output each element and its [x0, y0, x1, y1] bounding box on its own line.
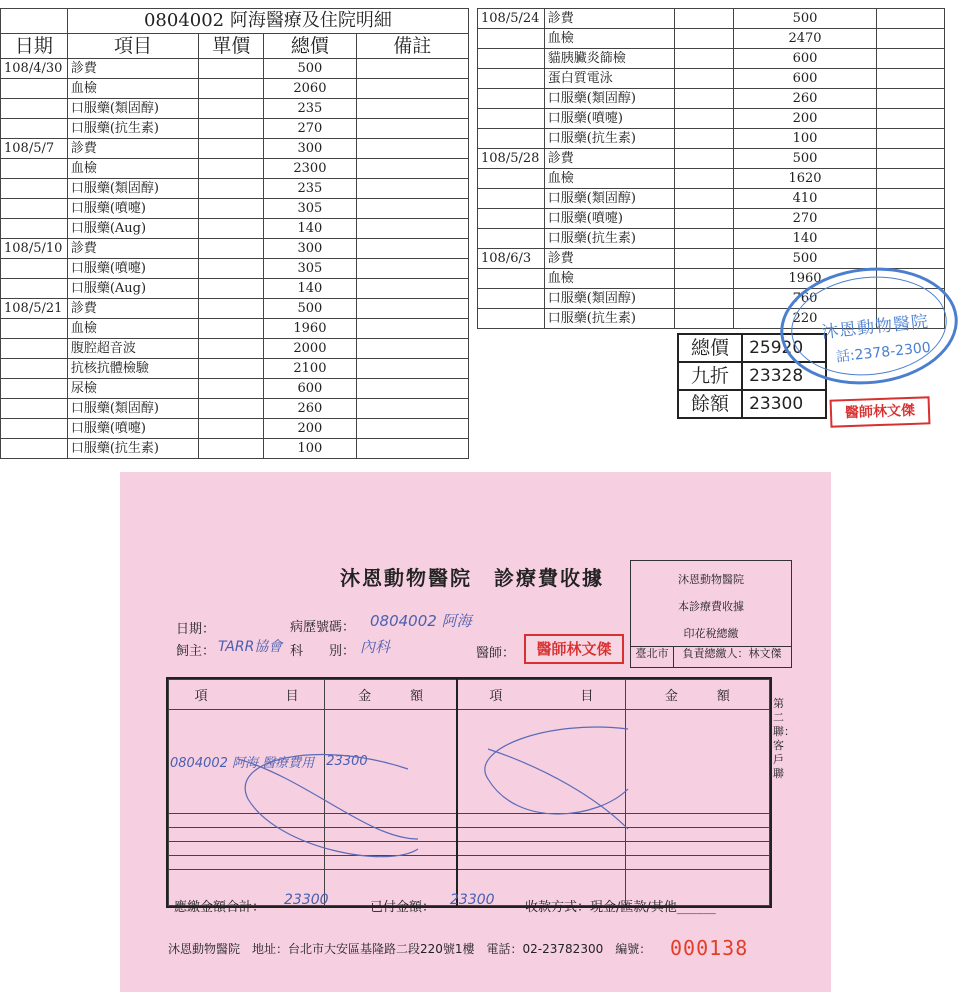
item-cell: 貓胰臟炎篩檢 [544, 49, 674, 69]
total-price-cell: 2300 [264, 159, 356, 179]
total-price-cell: 760 [734, 289, 876, 309]
item-cell: 口服藥(Aug) [67, 219, 198, 239]
date-cell [1, 399, 68, 419]
receipt-form [120, 472, 831, 992]
unit-price-cell [199, 379, 264, 399]
item-cell: 口服藥(噴嚏) [67, 259, 198, 279]
item-cell: 血檢 [67, 79, 198, 99]
due-label: 應繳金額合計： [174, 900, 266, 915]
total-price-cell: 500 [264, 59, 356, 79]
totals-label: 九折 [678, 362, 742, 390]
date-cell: 108/4/30 [1, 59, 68, 79]
totals-label: 餘額 [678, 390, 742, 418]
line-item: 0804002 阿海 醫療費用 [169, 710, 325, 814]
crossout-marks [168, 679, 770, 906]
record-label: 病歷號碼： [290, 620, 356, 635]
unit-price-cell [674, 289, 734, 309]
unit-price-cell [199, 239, 264, 259]
unit-price-cell [199, 79, 264, 99]
date-cell [478, 89, 545, 109]
date-cell [1, 219, 68, 239]
note-cell [356, 199, 468, 219]
table-row [1, 359, 469, 379]
item-cell: 口服藥(抗生素) [544, 229, 674, 249]
total-price-cell: 600 [264, 379, 356, 399]
date-cell: 108/5/21 [1, 299, 68, 319]
table-row [478, 89, 945, 109]
unit-price-cell [199, 259, 264, 279]
paid-value: 23300 [450, 892, 495, 908]
table-row [1, 159, 469, 179]
total-price-cell: 1960 [734, 269, 876, 289]
owner-label: 飼主： [176, 644, 216, 659]
unit-price-cell [199, 219, 264, 239]
table-row [478, 209, 945, 229]
note-cell [876, 49, 944, 69]
total-price-cell: 2100 [264, 359, 356, 379]
note-cell [876, 229, 944, 249]
item-cell: 診費 [544, 149, 674, 169]
receipt-title: 沐恩動物醫院 診療費收據 [340, 566, 604, 590]
unit-price-cell [674, 9, 734, 29]
item-cell: 口服藥(抗生素) [67, 119, 198, 139]
item-cell: 口服藥(類固醇) [67, 179, 198, 199]
note-cell [356, 119, 468, 139]
date-cell [1, 439, 68, 459]
date-cell [478, 109, 545, 129]
table-row [1, 139, 469, 159]
unit-price-cell [199, 199, 264, 219]
table-row [478, 169, 945, 189]
table-row [1, 379, 469, 399]
totals-value: 25920 [742, 334, 826, 362]
item-cell: 抗核抗體檢驗 [67, 359, 198, 379]
total-price-cell: 2000 [264, 339, 356, 359]
note-cell [876, 209, 944, 229]
total-price-cell: 1620 [734, 169, 876, 189]
table-row [478, 109, 945, 129]
note-cell [356, 299, 468, 319]
unit-price-cell [199, 159, 264, 179]
date-cell: 108/5/24 [478, 9, 545, 29]
note-cell [356, 339, 468, 359]
total-price-cell: 1960 [264, 319, 356, 339]
table-row [1, 419, 469, 439]
item-cell: 血檢 [544, 169, 674, 189]
total-price-cell: 2060 [264, 79, 356, 99]
table-row [1, 239, 469, 259]
unit-price-cell [199, 399, 264, 419]
seal-tel: 話:2378-2300 [835, 339, 932, 366]
unit-price-cell [674, 29, 734, 49]
item-cell: 口服藥(噴嚏) [544, 209, 674, 229]
unit-price-cell [199, 59, 264, 79]
totals-value: 23300 [742, 390, 826, 418]
item-cell: 診費 [67, 299, 198, 319]
total-price-cell: 140 [264, 219, 356, 239]
note-cell [356, 139, 468, 159]
note-cell [876, 169, 944, 189]
date-cell [1, 419, 68, 439]
unit-price-cell [674, 309, 734, 329]
unit-price-cell [199, 99, 264, 119]
total-price-cell: 220 [734, 309, 876, 329]
total-price-cell: 100 [734, 129, 876, 149]
note-cell [356, 99, 468, 119]
date-cell [1, 359, 68, 379]
date-cell [478, 289, 545, 309]
table-row [478, 49, 945, 69]
note-cell [356, 319, 468, 339]
totals-row [678, 390, 826, 418]
column-header: 項目 [67, 34, 198, 59]
unit-price-cell [199, 339, 264, 359]
table-row [1, 179, 469, 199]
total-price-cell: 235 [264, 179, 356, 199]
total-price-cell: 300 [264, 239, 356, 259]
note-cell [356, 379, 468, 399]
date-cell: 108/5/7 [1, 139, 68, 159]
line-amount: 23300 [325, 710, 457, 814]
date-cell [1, 379, 68, 399]
dept-label: 科 別： [290, 644, 356, 659]
date-cell [1, 319, 68, 339]
item-cell: 診費 [67, 239, 198, 259]
unit-price-cell [199, 299, 264, 319]
unit-price-cell [674, 69, 734, 89]
col-amount-header: 金 額 [325, 680, 457, 710]
note-cell [356, 219, 468, 239]
unit-price-cell [199, 419, 264, 439]
unit-price-cell [674, 89, 734, 109]
item-cell: 口服藥(噴嚏) [67, 199, 198, 219]
note-cell [876, 9, 944, 29]
unit-price-cell [674, 169, 734, 189]
date-cell: 108/6/3 [478, 249, 545, 269]
item-cell: 口服藥(類固醇) [544, 289, 674, 309]
receipt-footer: 沐恩動物醫院 地址：台北市大安區基隆路二段220號1樓 電話：02-23782300 編號： [168, 942, 652, 956]
item-cell: 口服藥(噴嚏) [544, 109, 674, 129]
note-cell [876, 109, 944, 129]
payment-method: 收款方式：現金/匯款/其他______ [525, 900, 716, 915]
table-row [1, 299, 469, 319]
note-cell [876, 69, 944, 89]
total-price-cell: 500 [734, 149, 876, 169]
table-row [478, 149, 945, 169]
unit-price-cell [199, 179, 264, 199]
total-price-cell: 2470 [734, 29, 876, 49]
date-cell [1, 339, 68, 359]
note-cell [876, 129, 944, 149]
item-cell: 口服藥(類固醇) [544, 89, 674, 109]
note-cell [356, 179, 468, 199]
total-price-cell: 140 [734, 229, 876, 249]
stamp-tax-box: 沐恩動物醫院 本診療費收據 印花稅總繳 臺北市 負責總繳人：林文傑 [630, 560, 792, 668]
item-cell: 口服藥(類固醇) [67, 399, 198, 419]
item-cell: 口服藥(類固醇) [67, 99, 198, 119]
unit-price-cell [199, 139, 264, 159]
note-cell [356, 79, 468, 99]
table-row [1, 79, 469, 99]
note-cell [356, 419, 468, 439]
doctor-label: 醫師： [476, 646, 516, 661]
note-cell [356, 399, 468, 419]
table-row [478, 69, 945, 89]
unit-price-cell [199, 359, 264, 379]
table-row [1, 219, 469, 239]
record-value: 0804002 阿海 [370, 612, 472, 630]
column-header: 備註 [356, 34, 468, 59]
total-price-cell: 270 [734, 209, 876, 229]
unit-price-cell [674, 229, 734, 249]
total-price-cell: 200 [734, 109, 876, 129]
table-row [1, 59, 469, 79]
date-cell [478, 269, 545, 289]
date-cell [478, 169, 545, 189]
total-price-cell: 300 [264, 139, 356, 159]
unit-price-cell [674, 49, 734, 69]
item-cell: 口服藥(噴嚏) [67, 419, 198, 439]
table-row [478, 29, 945, 49]
total-price-cell: 260 [734, 89, 876, 109]
date-cell [1, 99, 68, 119]
detail-table-left [0, 8, 469, 459]
total-price-cell: 600 [734, 49, 876, 69]
total-price-cell: 500 [734, 249, 876, 269]
date-cell [478, 189, 545, 209]
note-cell [356, 259, 468, 279]
item-cell: 口服藥(抗生素) [544, 309, 674, 329]
item-cell: 尿檢 [67, 379, 198, 399]
unit-price-cell [674, 129, 734, 149]
date-cell: 108/5/28 [478, 149, 545, 169]
table-row [1, 439, 469, 459]
total-price-cell: 305 [264, 259, 356, 279]
item-cell: 血檢 [67, 319, 198, 339]
table-row [1, 99, 469, 119]
date-cell [478, 209, 545, 229]
totals-value: 23328 [742, 362, 826, 390]
item-cell: 蛋白質電泳 [544, 69, 674, 89]
note-cell [356, 359, 468, 379]
total-price-cell: 260 [264, 399, 356, 419]
item-cell: 診費 [544, 249, 674, 269]
total-price-cell: 140 [264, 279, 356, 299]
date-cell [1, 159, 68, 179]
item-cell: 診費 [544, 9, 674, 29]
date-cell [1, 179, 68, 199]
table-row [1, 319, 469, 339]
unit-price-cell [199, 439, 264, 459]
table-row [1, 199, 469, 219]
unit-price-cell [674, 189, 734, 209]
table-row [1, 339, 469, 359]
date-cell [478, 49, 545, 69]
total-price-cell: 600 [734, 69, 876, 89]
note-cell [876, 89, 944, 109]
col-item-header: 項 目 [169, 680, 325, 710]
note-cell [876, 149, 944, 169]
item-cell: 診費 [67, 139, 198, 159]
item-cell: 血檢 [544, 269, 674, 289]
table-row [478, 229, 945, 249]
column-header: 單價 [199, 34, 264, 59]
unit-price-cell [674, 109, 734, 129]
date-label: 日期： [176, 622, 216, 637]
paid-label: 已付金額： [370, 900, 436, 915]
item-cell: 血檢 [544, 29, 674, 49]
date-cell [1, 259, 68, 279]
date-cell [1, 279, 68, 299]
note-cell [356, 439, 468, 459]
item-cell: 血檢 [67, 159, 198, 179]
unit-price-cell [674, 209, 734, 229]
table-row [478, 129, 945, 149]
total-price-cell: 410 [734, 189, 876, 209]
total-price-cell: 200 [264, 419, 356, 439]
date-cell [1, 79, 68, 99]
table-row [478, 189, 945, 209]
unit-price-cell [199, 319, 264, 339]
unit-price-cell [199, 279, 264, 299]
total-price-cell: 270 [264, 119, 356, 139]
date-cell [478, 69, 545, 89]
column-header: 日期 [1, 34, 68, 59]
totals-label: 總價 [678, 334, 742, 362]
item-cell: 診費 [67, 59, 198, 79]
item-cell: 口服藥(抗生素) [67, 439, 198, 459]
note-cell [876, 29, 944, 49]
date-cell [478, 129, 545, 149]
table-row [478, 9, 945, 29]
unit-price-cell [674, 269, 734, 289]
table-row [1, 279, 469, 299]
note-cell [356, 159, 468, 179]
note-cell [356, 279, 468, 299]
table-row [478, 249, 945, 269]
table-row [1, 399, 469, 419]
note-cell [356, 239, 468, 259]
detail-title: 0804002 阿海醫療及住院明細 [67, 9, 468, 34]
total-price-cell: 100 [264, 439, 356, 459]
unit-price-cell [674, 249, 734, 269]
dept-value: 內科 [360, 638, 391, 656]
unit-price-cell [199, 119, 264, 139]
seal-name: 沐恩動物醫院 [820, 311, 930, 343]
total-price-cell: 235 [264, 99, 356, 119]
total-price-cell: 305 [264, 199, 356, 219]
date-cell: 108/5/10 [1, 239, 68, 259]
due-value: 23300 [284, 892, 329, 908]
date-cell [1, 119, 68, 139]
date-cell [478, 309, 545, 329]
note-cell [356, 59, 468, 79]
receipt-items-grid: 項 目 金 額 項 目 金 額 0804002 阿海 醫療費用 23300 [166, 677, 772, 908]
note-cell [876, 249, 944, 269]
unit-price-cell [674, 149, 734, 169]
date-cell [478, 229, 545, 249]
doctor-stamp-receipt: 醫師林文傑 [524, 634, 624, 664]
table-row [1, 119, 469, 139]
doctor-stamp-top: 醫師林文傑 [830, 396, 931, 427]
owner-value: TARR協會 [218, 639, 283, 655]
table-row [1, 259, 469, 279]
total-price-cell: 500 [734, 9, 876, 29]
item-cell: 口服藥(類固醇) [544, 189, 674, 209]
item-cell: 口服藥(Aug) [67, 279, 198, 299]
item-cell: 口服藥(抗生素) [544, 129, 674, 149]
total-price-cell: 500 [264, 299, 356, 319]
copy-label: 第二聯：客戶聯 [773, 697, 795, 780]
note-cell [876, 189, 944, 209]
date-cell [1, 199, 68, 219]
receipt-number: 000138 [670, 936, 749, 960]
column-header: 總價 [264, 34, 356, 59]
date-cell [478, 29, 545, 49]
item-cell: 腹腔超音波 [67, 339, 198, 359]
